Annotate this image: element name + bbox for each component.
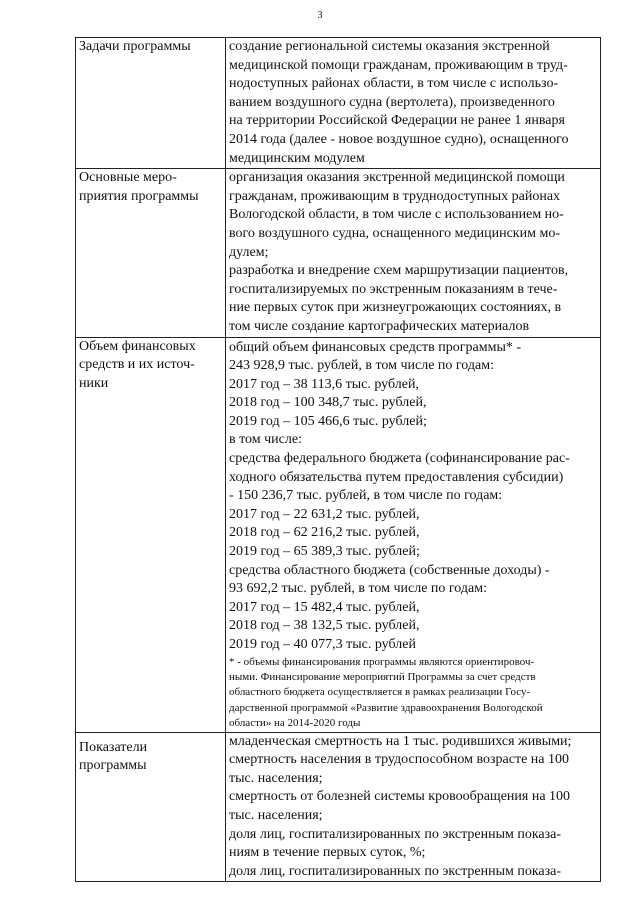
content-line: на территории Российской Федерации не ранее 1 января bbox=[229, 113, 565, 129]
content-line: смертность от болезней системы кровообращения на 100 bbox=[229, 789, 571, 805]
row-label-funding bbox=[76, 337, 226, 732]
funding-footnote-line: дарственной программой «Развитие здравоохранения Вологодской bbox=[229, 701, 543, 714]
funding-footnote-line: ными. Финансирование мероприятий Программы за счет средств bbox=[229, 671, 536, 683]
row-label-main-activities bbox=[76, 169, 226, 337]
content-line: создание региональной системы оказания экстренной bbox=[229, 39, 550, 54]
content-line: 2019 год – 105 466,6 тыс. рублей; bbox=[229, 413, 427, 429]
label-line: Показатели bbox=[79, 739, 148, 755]
content-line: 2017 год – 38 113,6 тыс. рублей, bbox=[229, 376, 419, 392]
program-passport-table bbox=[75, 37, 601, 882]
content-line: тыс. населения; bbox=[229, 808, 323, 823]
content-line: 2014 года (далее - новое воздушное судно), оснащенного bbox=[229, 131, 569, 147]
funding-footnote-line: * - объемы финансирования программы являются ориентировоч- bbox=[229, 655, 535, 668]
label-line: приятия программы bbox=[79, 188, 199, 204]
row-content-indicators bbox=[226, 732, 601, 882]
row-label-program-tasks bbox=[76, 38, 226, 169]
row-content-program-tasks bbox=[226, 38, 601, 169]
content-line: ходного обязательства путем предоставления субсидии) bbox=[229, 469, 564, 485]
content-line: организация оказания экстренной медицинской помощи bbox=[229, 170, 565, 186]
content-line: 2017 год – 15 482,4 тыс. рублей, bbox=[229, 599, 420, 615]
content-line: тыс. населения; bbox=[229, 770, 323, 786]
label-line: ники bbox=[79, 375, 109, 391]
content-line: доля лиц, госпитализированных по экстренным показа- bbox=[229, 826, 562, 842]
content-line: госпитализируемых по экстренным показаниям в тече- bbox=[229, 281, 558, 297]
row-content-main-activities bbox=[226, 169, 601, 337]
content-line: в том числе: bbox=[229, 432, 302, 448]
content-line: медицинским модулем bbox=[229, 150, 365, 166]
content-line: Вологодской области, в том числе с использованием но- bbox=[229, 207, 564, 223]
content-line: доля лиц, госпитализированных по экстренным показа- bbox=[229, 863, 562, 879]
content-line: 243 928,9 тыс. рублей, в том числе по годам: bbox=[229, 358, 494, 374]
content-line: ванием воздушного судна (вертолета), произведенного bbox=[229, 94, 555, 110]
content-line: вого воздушного судна, оснащенного медицинским мо- bbox=[229, 225, 560, 241]
content-line: ниям в течение первых суток, %; bbox=[229, 845, 426, 861]
content-line: медицинской помощи гражданам, проживающим в труд- bbox=[229, 57, 568, 73]
content-line: - 150 236,7 тыс. рублей, в том числе по годам: bbox=[229, 488, 503, 504]
label-line: Задачи программы bbox=[79, 39, 191, 54]
funding-footnote-line: области» на 2014-2020 годы bbox=[229, 717, 361, 730]
content-line: общий объем финансовых средств программы* - bbox=[229, 339, 522, 355]
content-line: дулем; bbox=[229, 244, 269, 260]
row-content-funding bbox=[226, 337, 601, 732]
label-line: Объем финансовых bbox=[79, 338, 196, 354]
funding-footnote-line: областного бюджета осуществляется в рамках реализации Госу- bbox=[229, 686, 531, 699]
content-line: 2018 год – 100 348,7 тыс. рублей, bbox=[229, 395, 427, 411]
label-line: средств и их источ- bbox=[79, 357, 195, 373]
content-line: 2018 год – 38 132,5 тыс. рублей, bbox=[229, 618, 420, 634]
table-row bbox=[76, 169, 601, 337]
content-line: 2018 год – 62 216,2 тыс. рублей, bbox=[229, 525, 420, 541]
label-line: программы bbox=[79, 758, 147, 774]
table-row bbox=[76, 732, 601, 882]
content-line: том числе создание картографических материалов bbox=[229, 318, 530, 334]
content-line: смертность населения в трудоспособном возрасте на 100 bbox=[229, 752, 569, 768]
content-line: ние первых суток при жизнеугрожающих состояниях, в bbox=[229, 300, 562, 316]
row-label-indicators bbox=[76, 732, 226, 882]
content-line: младенческая смертность на 1 тыс. родившихся живыми; bbox=[229, 733, 572, 749]
label-line: Основные меро- bbox=[79, 170, 177, 186]
content-line: 2017 год – 22 631,2 тыс. рублей, bbox=[229, 506, 420, 522]
content-line: 93 692,2 тыс. рублей, в том числе по годам: bbox=[229, 581, 487, 597]
content-line: средства федерального бюджета (софинансирование рас- bbox=[229, 451, 570, 467]
page-number: 3 bbox=[317, 10, 323, 21]
content-line: 2019 год – 65 389,3 тыс. рублей; bbox=[229, 544, 420, 560]
content-line: разработка и внедрение схем маршрутизации пациентов, bbox=[229, 263, 569, 279]
content-line: средства областного бюджета (собственные доходы) - bbox=[229, 562, 550, 578]
content-line: гражданам, проживающим в труднодоступных районах bbox=[229, 188, 561, 204]
table-row bbox=[76, 38, 601, 169]
content-line: 2019 год – 40 077,3 тыс. рублей bbox=[229, 637, 416, 652]
content-line: нодоступных районах области, в том числе с использо- bbox=[229, 76, 559, 92]
table-row bbox=[76, 337, 601, 732]
